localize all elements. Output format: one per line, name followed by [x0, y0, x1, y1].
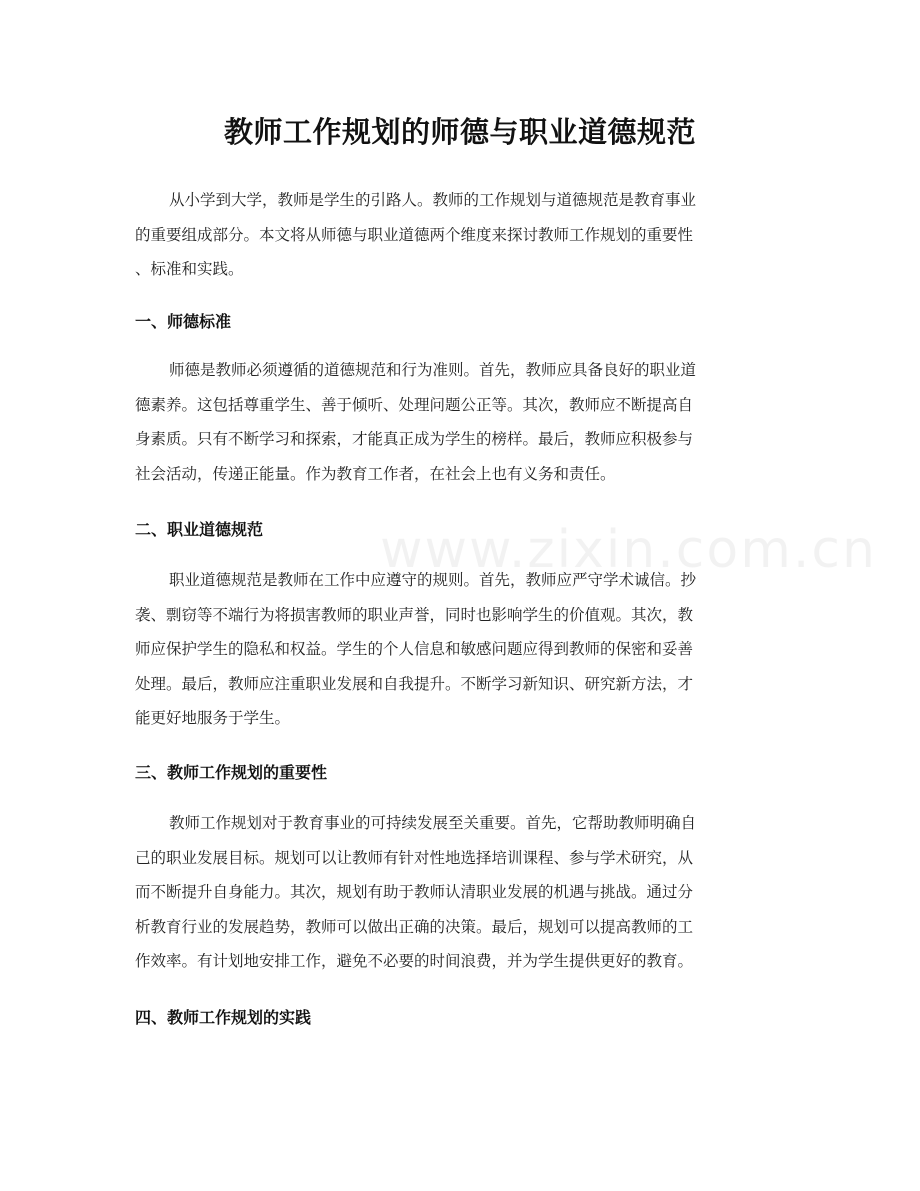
paragraph-line: 能更好地服务于学生。	[135, 709, 291, 727]
paragraph-line: 从小学到大学，教师是学生的引路人。教师的工作规划与道德规范是教育事业	[169, 191, 697, 209]
paragraph-line: 袭、剽窃等不端行为将损害教师的职业声誉，同时也影响学生的价值观。其次，教	[135, 605, 694, 624]
document-title: 教师工作规划的师德与职业道德规范	[223, 115, 696, 149]
intro-paragraph	[135, 183, 785, 287]
paragraph-line: 教师工作规划对于教育事业的可持续发展至关重要。首先，它帮助教师明确自	[169, 814, 697, 832]
paragraph-line: 、标准和实践。	[135, 260, 244, 278]
paragraph-line: 身素质。只有不断学习和探索，才能真正成为学生的榜样。最后，教师应积极参与	[135, 430, 694, 448]
section-paragraph-professional-ethics	[135, 563, 785, 736]
paragraph-line: 职业道德规范是教师在工作中应遵守的规则。首先，教师应严守学术诚信。抄	[169, 571, 697, 589]
section-paragraph-shide-standard	[135, 353, 785, 491]
section-paragraph-planning-importance	[135, 806, 785, 979]
paragraph-line: 社会活动，传递正能量。作为教育工作者，在社会上也有义务和责任。	[135, 464, 616, 483]
paragraph-line: 而不断提升自身能力。其次，规划有助于教师认清职业发展的机遇与挑战。通过分	[135, 883, 694, 901]
section-heading-planning-practice: 四、教师工作规划的实践	[135, 1008, 312, 1027]
paragraph-line: 己的职业发展目标。规划可以让教师有针对性地选择培训课程、参与学术研究，从	[135, 848, 694, 867]
paragraph-line: 处理。最后，教师应注重职业发展和自我提升。不断学习新知识、研究新方法，才	[135, 674, 694, 693]
paragraph-line: 的重要组成部分。本文将从师德与职业道德两个维度来探讨教师工作规划的重要性	[135, 225, 694, 244]
paragraph-line: 师德是教师必须遵循的道德规范和行为准则。首先，教师应具备良好的职业道	[169, 361, 697, 379]
paragraph-line: 德素养。这包括尊重学生、善于倾听、处理问题公正等。其次，教师应不断提高自	[135, 395, 694, 414]
paragraph-line: 析教育行业的发展趋势，教师可以做出正确的决策。最后，规划可以提高教师的工	[135, 917, 694, 936]
section-heading-shide-standard: 一、师德标准	[135, 312, 232, 331]
section-heading-planning-importance: 三、教师工作规划的重要性	[135, 763, 328, 782]
paragraph-line: 师应保护学生的隐私和权益。学生的个人信息和敏感问题应得到教师的保密和妥善	[135, 640, 694, 658]
section-heading-professional-ethics: 二、职业道德规范	[135, 520, 264, 539]
paragraph-line: 作效率。有计划地安排工作，避免不必要的时间浪费，并为学生提供更好的教育。	[135, 952, 694, 970]
watermark: www.zixin.com.cn	[380, 520, 877, 580]
